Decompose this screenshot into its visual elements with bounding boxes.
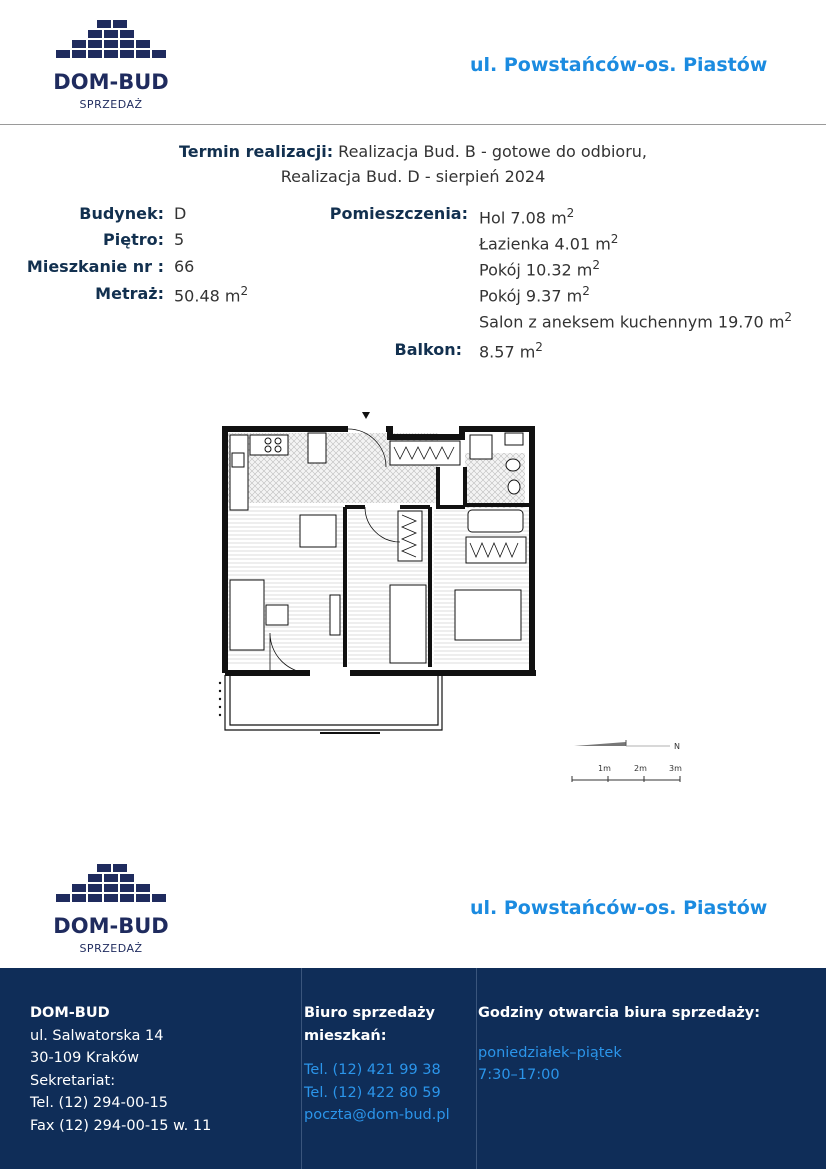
room-item: Pokój 9.37 $m^2$ (479, 284, 590, 306)
scale-tick-label: 1m (598, 764, 611, 773)
pietro-value: 5 (174, 230, 185, 249)
hours-title: Godziny otwarcia biura sprzedaży: (478, 1005, 761, 1021)
brick-roof-icon (50, 18, 172, 66)
footer-divider (301, 968, 302, 1169)
hours-time: 7:30–17:00 (478, 1067, 560, 1083)
footer-logo (50, 862, 172, 955)
office-title-line-2: mieszkań: (304, 1027, 387, 1044)
mieszkanie-value: 66 (174, 257, 195, 276)
scale-tick-label: 2m (634, 764, 647, 773)
balcony-label: Balkon: (394, 340, 462, 359)
office-title-line-1: Biuro sprzedaży (304, 1005, 435, 1021)
room-item: Salon z aneksem kuchennym 19.70 $m^2$ (479, 310, 793, 332)
rooms-label: Pomieszczenia: (329, 204, 468, 223)
office-tel-1-link[interactable]: Tel. (12) 421 99 38 (304, 1062, 441, 1078)
balcony-value: 8.57 $m^2$ (479, 340, 543, 362)
footer-band (0, 968, 826, 1169)
mieszkanie-label: Mieszkanie nr : (26, 257, 164, 276)
hours-days: poniedziałek–piątek (478, 1044, 622, 1061)
metraz-label: Metraż: (95, 284, 164, 303)
header-divider (0, 124, 826, 125)
north-label: N (674, 742, 680, 751)
termin-label: Termin realizacji: (178, 142, 334, 161)
room-item: Pokój 10.32 $m^2$ (479, 258, 600, 280)
entrance-arrow-icon (362, 412, 370, 419)
company-city: 30-109 Kraków (30, 1050, 139, 1066)
brick-roof-icon (50, 862, 172, 910)
company-fax: Fax (12) 294-00-15 w. 11 (30, 1117, 212, 1134)
company-street: ul. Salwatorska 14 (30, 1027, 164, 1044)
footer-divider (476, 968, 477, 1169)
termin-value-1: Realizacja Bud. B - gotowe do odbioru, (333, 142, 648, 161)
logo-subtitle: SPRZEDAŻ (79, 98, 143, 111)
north-arrow-icon (574, 742, 626, 746)
logo-subtitle: SPRZEDAŻ (79, 942, 143, 955)
hours-column (478, 1002, 760, 1087)
company-name: DOM-BUD (30, 1005, 110, 1021)
scale-tick-label: 3m (669, 764, 682, 773)
budynek-value: D (174, 204, 187, 223)
floor-plan (210, 405, 545, 745)
budynek-label: Budynek: (79, 204, 164, 223)
office-email-link[interactable]: poczta@dom-bud.pl (304, 1107, 450, 1123)
termin-line-2: Realizacja Bud. D - sierpień 2024 (280, 167, 546, 186)
logo-name: DOM-BUD (53, 70, 169, 94)
company-column (30, 1002, 211, 1137)
office-tel-2-link[interactable]: Tel. (12) 422 80 59 (304, 1084, 441, 1101)
header-address: ul. Powstańców-os. Piastów (470, 54, 768, 76)
metraz-value: 50.48 $m^2$ (174, 284, 249, 306)
pietro-label: Piętro: (103, 230, 164, 249)
footer-address: ul. Powstańców-os. Piastów (470, 897, 768, 919)
room-item: Łazienka 4.01 $m^2$ (479, 232, 619, 254)
company-secretariat: Sekretariat: (30, 1072, 116, 1089)
office-column (304, 1002, 450, 1127)
company-tel: Tel. (12) 294-00-15 (30, 1095, 168, 1111)
scale-bar (570, 740, 685, 789)
company-logo (50, 18, 172, 111)
room-item: Hol 7.08 $m^2$ (479, 206, 575, 228)
logo-name: DOM-BUD (53, 914, 169, 938)
termin-line-1 (0, 142, 826, 161)
